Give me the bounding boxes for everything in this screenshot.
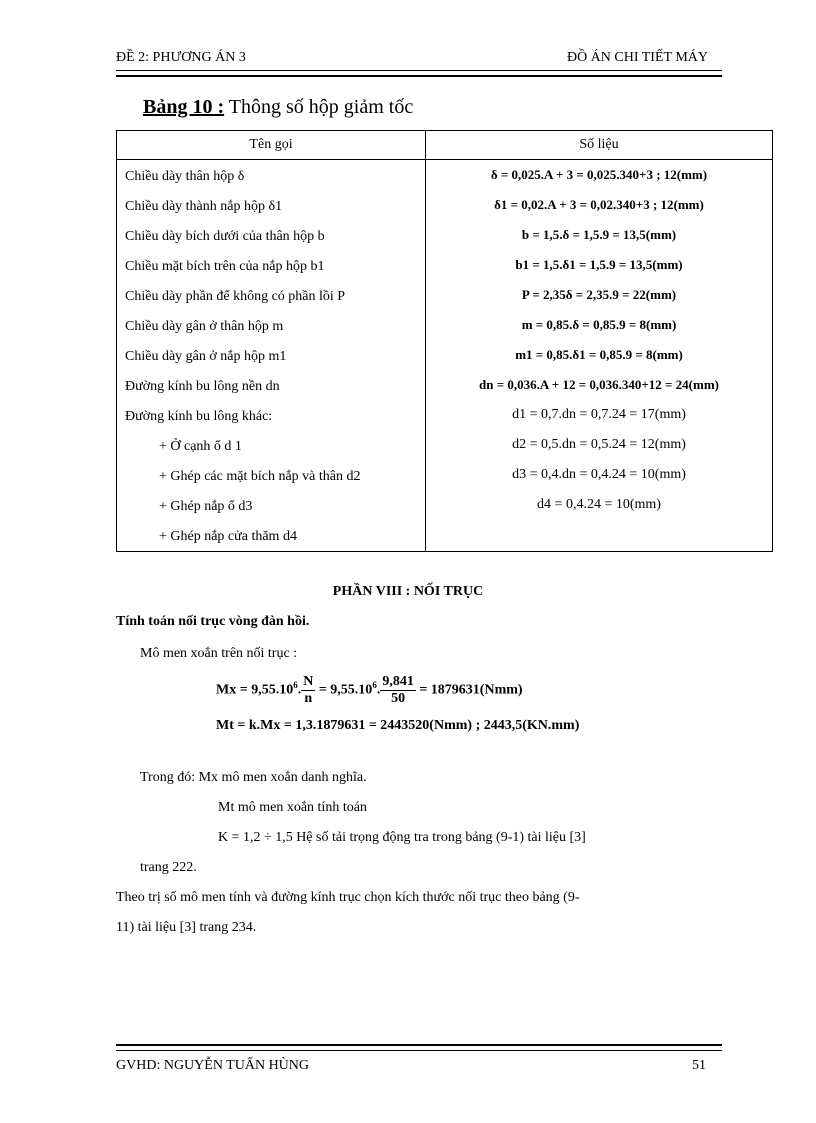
intro-text: Mô men xoắn trên nối trục :	[140, 646, 298, 661]
page-number: 51	[692, 1058, 706, 1073]
eq1-lhs: Mx = 9,55.10	[216, 682, 294, 698]
table-row-name: Chiều dày bích dưới của thân hộp b	[125, 229, 325, 244]
table-title-label: Bảng 10 :	[143, 96, 225, 118]
table-row-name: + Ghép nắp cửa thăm d4	[159, 529, 297, 544]
eq1-frac1-num: N	[303, 674, 314, 689]
table-row-value: δ = 0,025.A + 3 = 0,025.340+3 ; 12(mm)	[490, 167, 708, 182]
table-row-value: b = 1,5.δ = 1,5.9 = 13,5(mm)	[521, 227, 677, 242]
gearbox-spec-table	[116, 130, 773, 552]
equation-mx: $Mx = 9,55.10^6$. $\frac{N}{n}$ = $9,55.10^6$. $\frac{9,841}{50}$ = 1879631(Nmm)	[216, 674, 523, 706]
table-row-value: dn = 0,036.A + 12 = 0,036.340+12 = 24(mm)	[479, 377, 719, 392]
col-header-value: Số liệu	[426, 131, 773, 160]
names-column	[117, 160, 426, 552]
table-row-name: Chiều dày gân ở nắp hộp m1	[125, 349, 287, 364]
footer-rule	[116, 1044, 722, 1051]
table-row-value: m = 0,85.δ = 0,85.9 = 8(mm)	[521, 317, 677, 332]
table-row-value: d2 = 0,5.dn = 0,5.24 = 12(mm)	[512, 437, 686, 452]
eq1-frac1-den: n	[304, 691, 313, 706]
table-row-name: + Ghép nắp ổ d3	[159, 499, 253, 514]
table-row-name: + Ở cạnh ổ d 1	[159, 439, 242, 454]
eq1-rhs: = 1879631(Nmm)	[415, 682, 523, 698]
table-row-name: Đường kính bu lông nền dn	[125, 379, 280, 394]
eq1-sup-2: 6	[372, 680, 377, 691]
table-row-value: d1 = 0,7.dn = 0,7.24 = 17(mm)	[512, 407, 686, 422]
table-row-value: b1 = 1,5.δ1 = 1,5.9 = 13,5(mm)	[515, 257, 683, 272]
table-row-name: Chiều dày thân hộp δ	[125, 169, 245, 184]
table-row-value: m1 = 0,85.δ1 = 0,85.9 = 8(mm)	[515, 347, 683, 362]
eq1-mid: = 9,55.10	[315, 682, 373, 698]
table-row-name: Chiều dày phần để không có phần lồi P	[125, 289, 346, 304]
table-row-name: Chiều dày gân ở thân hộp m	[125, 319, 284, 334]
values-column	[426, 160, 773, 552]
conclusion-line-1: Theo trị số mô men tính và đường kính trục chọn kích thước nối trục theo bảng (9-	[116, 890, 580, 905]
eq1-frac2-num: 9,841	[382, 674, 414, 689]
table-row-name: Đường kính bu lông khác:	[125, 409, 273, 424]
table-row-value: δ1 = 0,02.A + 3 = 0,02.340+3 ; 12(mm)	[494, 197, 704, 212]
eq1-frac2-den: 50	[391, 691, 406, 706]
k-description-cont: trang 222.	[140, 860, 197, 875]
header-rule	[116, 70, 722, 77]
table-title-text: Thông số hộp giảm tốc	[228, 96, 414, 118]
where-text: Trong đó: Mx mô men xoắn danh nghĩa.	[140, 770, 367, 785]
table-row-name: + Ghép các mặt bích nắp và thân d2	[159, 469, 361, 484]
section-subtitle: Tính toán nối trục vòng đàn hồi.	[116, 614, 310, 629]
conclusion-line-2: 11) tài liệu [3] trang 234.	[116, 920, 257, 935]
table-row-name: Chiều dày thành nắp hộp δ1	[125, 199, 283, 214]
table-row-value: d4 = 0,4.24 = 10(mm)	[537, 497, 661, 512]
footer-supervisor: GVHD: NGUYỄN TUẤN HÙNG	[116, 1058, 310, 1073]
header-right: ĐỒ ÁN CHI TIẾT MÁY	[566, 50, 708, 65]
table-row-value: P = 2,35δ = 2,35.9 = 22(mm)	[521, 287, 677, 302]
equation-mt: Mt = k.Mx = 1,3.1879631 = 2443520(Nmm) ; 2443,5(KN.mm)	[216, 718, 580, 733]
k-description: K = 1,2 ÷ 1,5 Hệ số tải trọng động tra trong bảng (9-1) tài liệu [3]	[218, 830, 586, 845]
mt-description: Mt mô men xoắn tính toán	[218, 800, 367, 815]
table-row-name: Chiều mặt bích trên của nắp hộp b1	[125, 259, 325, 274]
table-row-value: d3 = 0,4.dn = 0,4.24 = 10(mm)	[512, 467, 686, 482]
col-header-name: Tên gọi	[117, 131, 426, 160]
header-left: ĐỀ 2: PHƯƠNG ÁN 3	[116, 50, 246, 65]
section-title: PHẦN VIII : NỐI TRỤC	[332, 584, 484, 599]
eq1-sup: 6	[293, 680, 298, 691]
table-title	[143, 96, 413, 119]
